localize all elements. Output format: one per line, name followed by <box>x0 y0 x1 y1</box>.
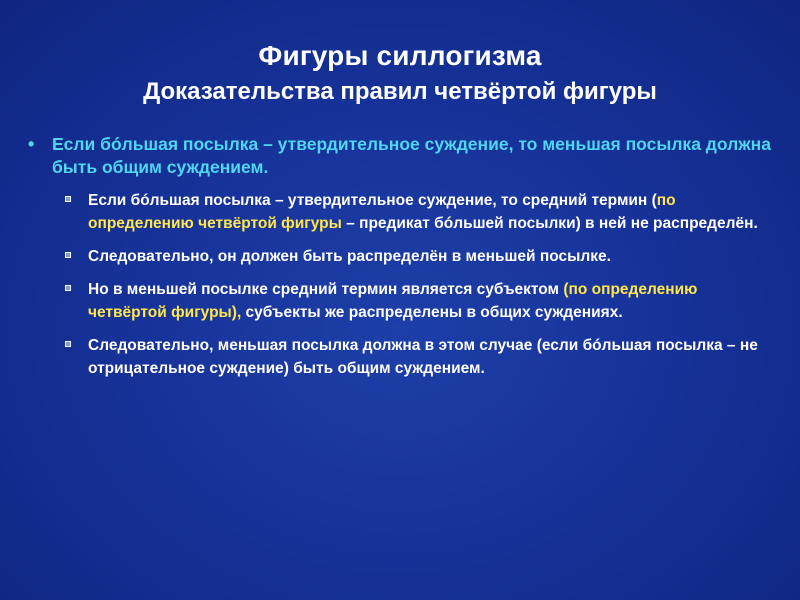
main-point-text: Если бóльшая посылка – утвердительное суждение, то меньшая посылка должна быть общим суждением. <box>52 134 771 177</box>
square-bullet-icon <box>65 341 71 347</box>
sub-point-2 <box>64 245 778 268</box>
slide-content <box>28 133 778 390</box>
slide-title: Фигуры силлогизма <box>258 40 542 71</box>
slide-subtitle: Доказательства правил четвёртой фигуры <box>143 78 657 105</box>
square-bullet-icon <box>65 285 71 291</box>
sub-point-text: субъекты же распределены в общих суждениях. <box>241 304 623 321</box>
main-point <box>28 133 778 179</box>
sub-point-text: Но в меньшей посылке средний термин является субъектом <box>88 281 564 298</box>
square-bullet-icon <box>65 252 71 258</box>
sub-point-3 <box>64 278 778 324</box>
sub-point-text: Следовательно, он должен быть распределён в меньшей посылке. <box>88 248 611 265</box>
sub-point-1 <box>64 189 778 235</box>
title-block <box>0 38 800 108</box>
bullet-icon: • <box>28 134 35 154</box>
sub-point-text: Если бóльшая посылка – утвердительное суждение, то средний термин ( <box>88 192 657 209</box>
highlight-text: по определению четвёртой фигуры <box>88 192 676 232</box>
sub-point-text: – предикат бóльшей посылки) в ней не распределён. <box>341 215 758 232</box>
square-bullet-icon <box>65 196 71 202</box>
sub-point-list <box>64 189 778 380</box>
highlight-text: (по определению четвёртой фигуры), <box>88 281 698 321</box>
sub-point-text: Следовательно, меньшая посылка должна в этом случае (если бóльшая посылка – не отрицательное суждение) быть общим суждением. <box>88 337 758 377</box>
sub-point-4 <box>64 334 778 380</box>
